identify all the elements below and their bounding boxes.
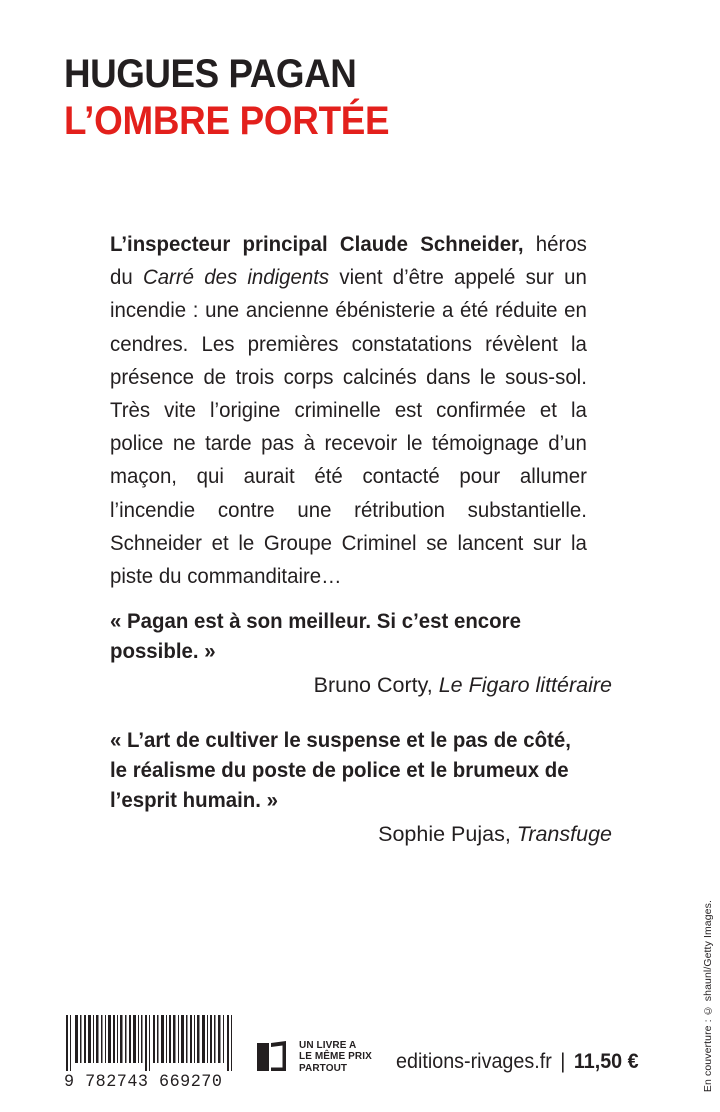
- same-price-text-block: [299, 1040, 372, 1075]
- book-price: 11,50 €: [573, 1050, 639, 1073]
- barcode-bars-icon: [64, 1015, 236, 1071]
- press-quote-attribution: [110, 669, 612, 701]
- press-quote: [110, 725, 612, 850]
- blurb-paragraph: [110, 228, 587, 593]
- same-price-badge: [256, 1040, 372, 1075]
- same-price-line-1: UN LIVRE A: [299, 1039, 357, 1051]
- press-quote-attribution: [110, 818, 612, 850]
- title-block: [64, 52, 624, 144]
- cover-photo-credit: En couverture : © shaunl/Getty Images.: [702, 899, 714, 1092]
- footer: [0, 982, 720, 1112]
- publisher-info: [396, 1050, 639, 1074]
- press-quote-text: « L’art de cultiver le suspense et le pas de côté, le réalisme du poste de police et le brumeux de l’esprit humain. »: [110, 728, 571, 812]
- press-quote-source: Le Figaro littéraire: [438, 673, 612, 697]
- blurb-referenced-work: Carré des indigents: [142, 265, 330, 290]
- same-price-line-3: PARTOUT: [299, 1062, 348, 1074]
- isbn-barcode-digits: 9 782743 669270: [64, 1072, 223, 1092]
- press-quotes: [110, 606, 612, 874]
- press-quote: [110, 606, 612, 701]
- press-quote-source: Transfuge: [516, 822, 612, 846]
- press-quote-text: « Pagan est à son meilleur. Si c’est encore possible. »: [110, 609, 521, 663]
- press-quote-author: Sophie Pujas,: [378, 822, 517, 846]
- publisher-website[interactable]: editions-rivages.fr: [396, 1050, 552, 1073]
- open-book-icon: [256, 1040, 292, 1074]
- publisher-separator: |: [560, 1050, 566, 1073]
- blurb-lead-in: L’inspecteur principal Claude Schneider,: [110, 232, 524, 256]
- isbn-barcode: [64, 1015, 236, 1092]
- book-title: L’OMBRE PORTÉE: [64, 99, 390, 143]
- press-quote-author: Bruno Corty,: [313, 673, 439, 697]
- same-price-line-2: LE MÊME PRIX: [299, 1051, 372, 1062]
- blurb-text-after-title: vient d’être appelé sur un incendie : une ancienne ébénisterie a été réduite en cendres. Les premières constatations révèlent la présence de trois corps calcinés dans le sous-sol. Très vite l’origine criminelle est confirmée et la police ne tarde pas à recevoir le témoignage d’un maçon, qui aurait été contacté pour allumer l’incendie contre une rétribution substantielle. Schneider et le Groupe Criminel se lancent sur la piste du commanditaire…: [110, 265, 587, 589]
- author-name: HUGUES PAGAN: [64, 52, 357, 96]
- blurb-text-before-title: héros du: [110, 232, 587, 290]
